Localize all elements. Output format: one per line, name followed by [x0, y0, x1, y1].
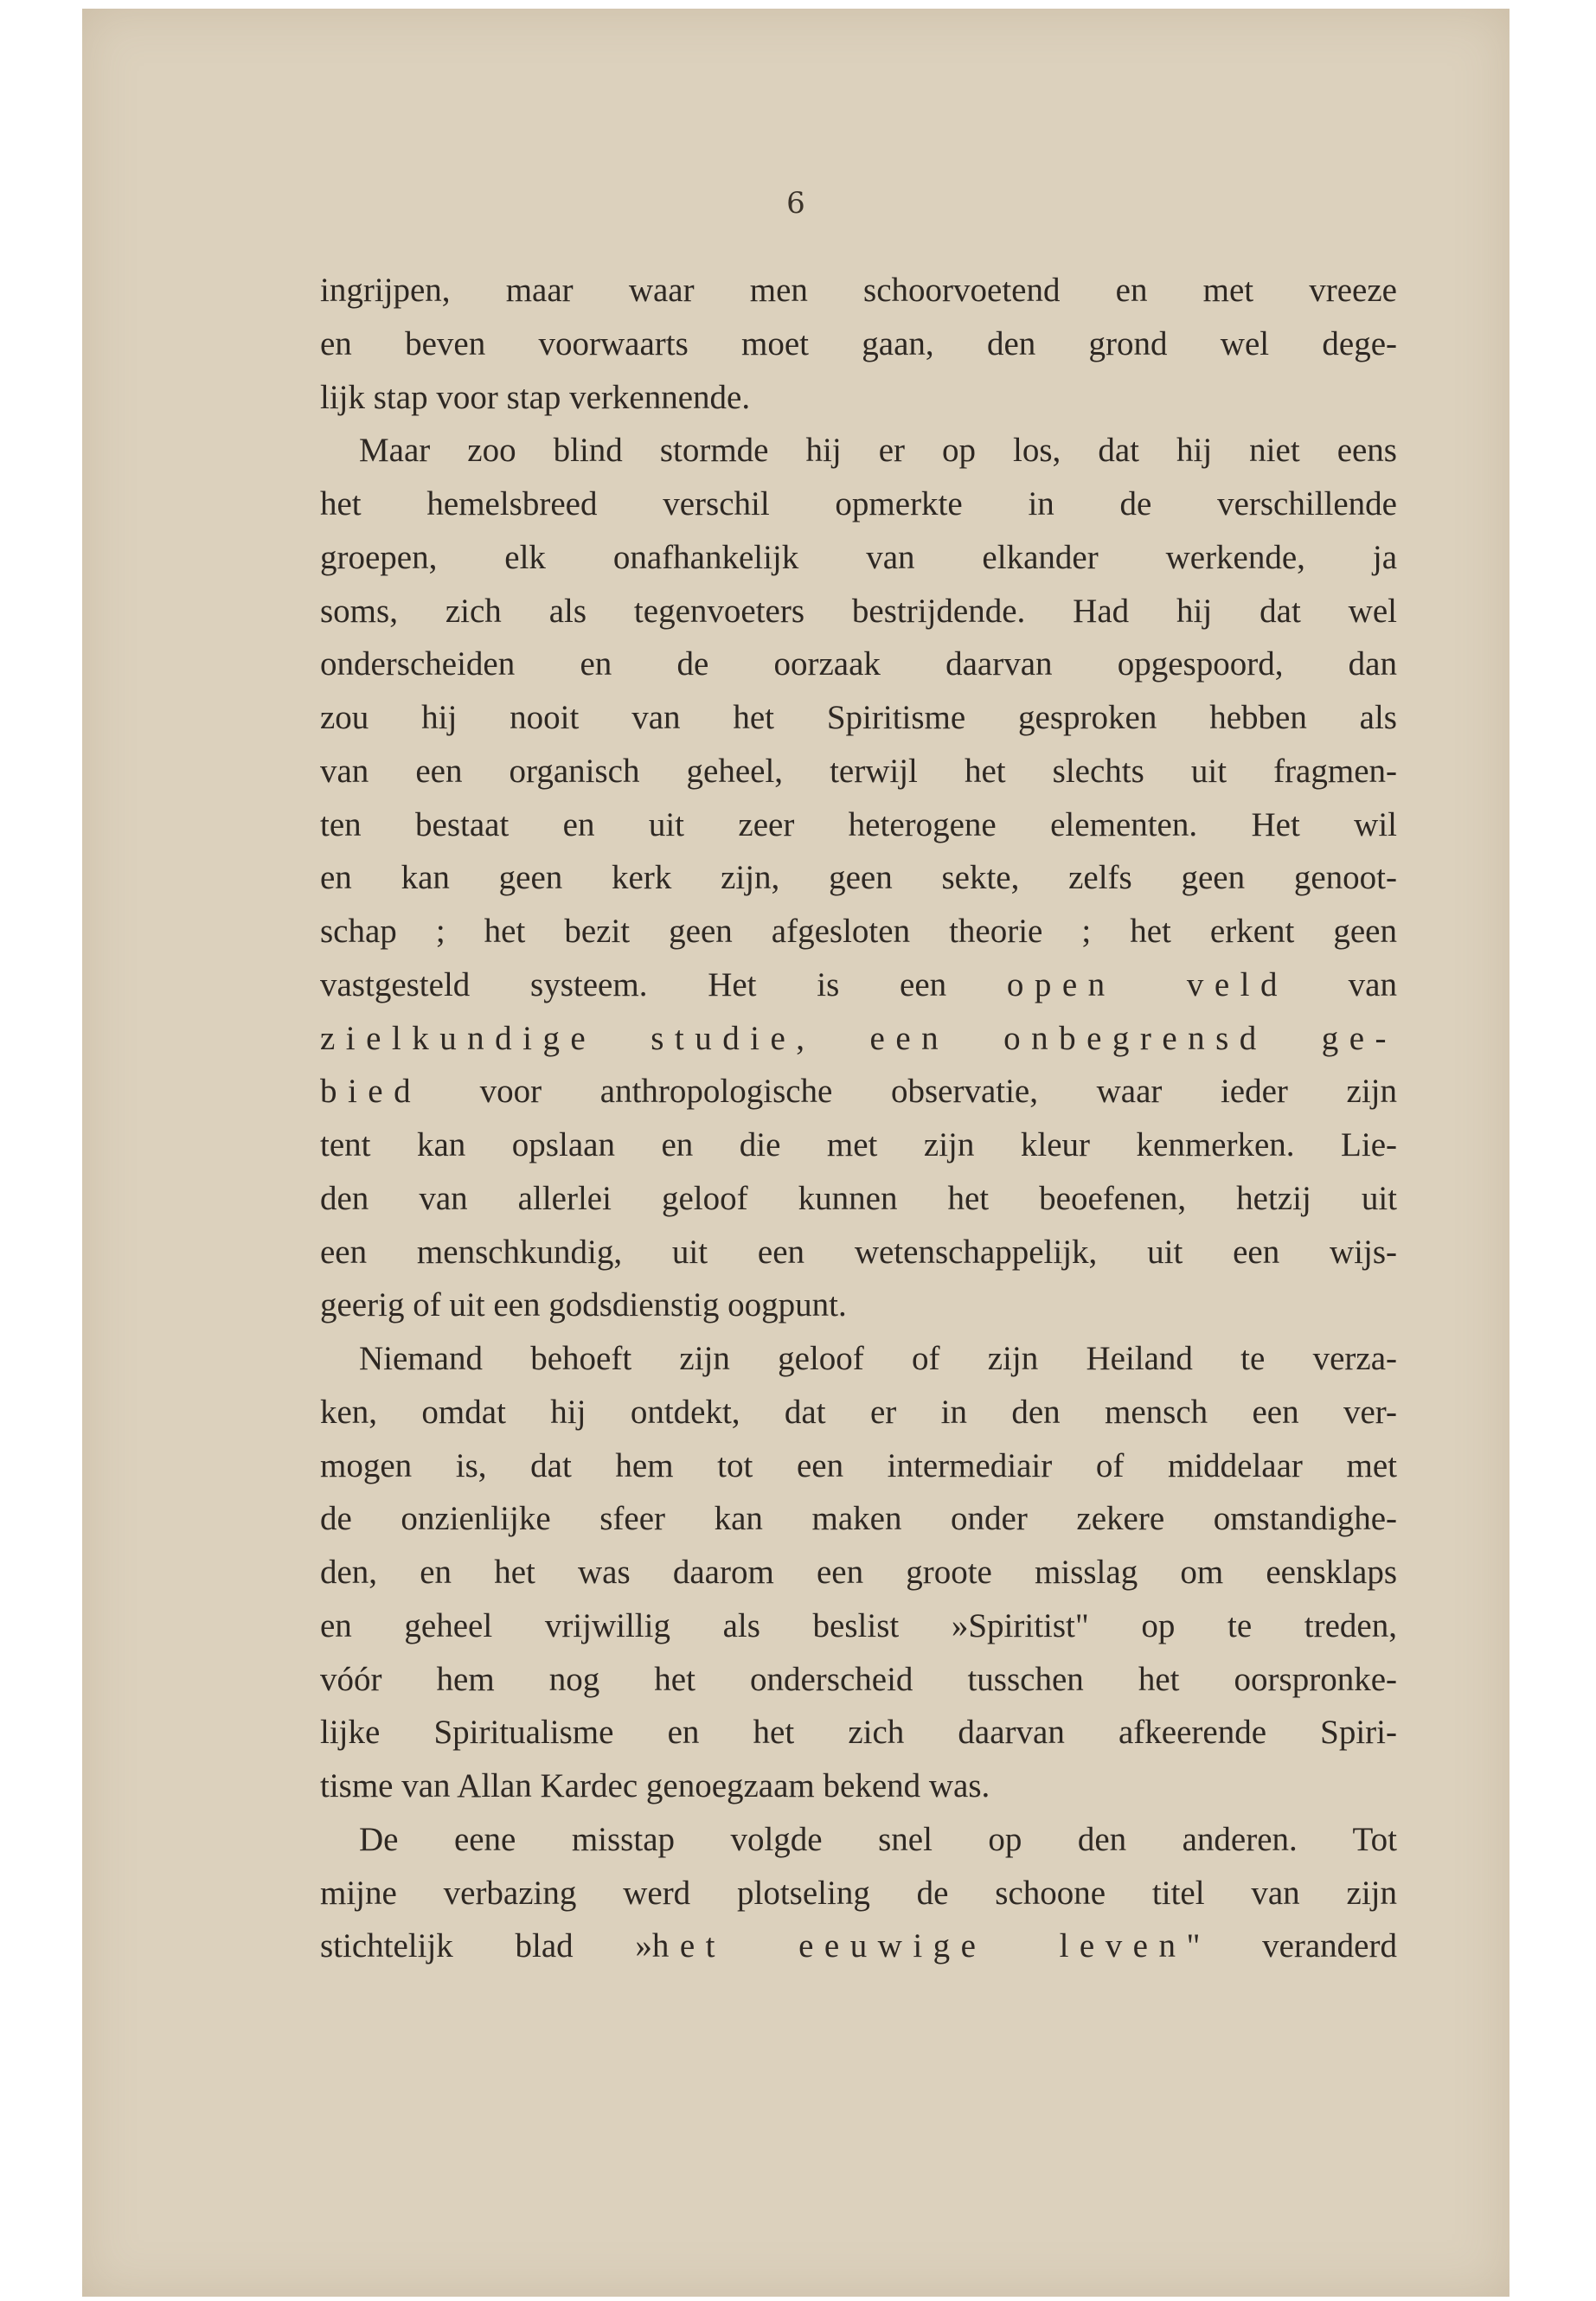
text-line: schap ; het bezit geen afgesloten theorie ; het erkent geen [320, 913, 1397, 950]
spaced-emphasis: zielkundige studie, een onbegrensd ge- [320, 1019, 1397, 1057]
text-line: stichtelijk blad »het eeuwige leven" veranderd [320, 1927, 1397, 1965]
text-line: soms, zich als tegenvoeters bestrijdende. Had hij dat wel [320, 592, 1397, 630]
text-line: Maar zoo blind stormde hij er op los, dat hij niet eens [359, 432, 1397, 470]
body-text [320, 264, 1397, 1973]
text-line: tisme van Allan Kardec genoegzaam bekend was. [320, 1767, 990, 1804]
text-line: vastgesteld systeem. Het is een open veld van [320, 965, 1397, 1003]
text-line: onderscheiden en de oorzaak daarvan opgespoord, dan [320, 645, 1397, 683]
text-line: mogen is, dat hem tot een intermediair of middelaar met [320, 1446, 1397, 1484]
text-line: ingrijpen, maar waar men schoorvoetend en met vreeze [320, 272, 1397, 309]
text-line: een menschkundig, uit een wetenschappelijk, uit een wijs- [320, 1233, 1397, 1271]
text-line: zou hij nooit van het Spiritisme gesproken hebben als [320, 699, 1397, 736]
text-line: vóór hem nog het onderscheid tusschen het oorspronke- [320, 1660, 1397, 1698]
text-line: den, en het was daarom een groote misslag om eensklaps [320, 1554, 1397, 1591]
spaced-emphasis: bied [320, 1073, 422, 1111]
text-line: en geheel vrijwillig als beslist »Spiritist" op te treden, [320, 1606, 1397, 1644]
text-line: van een organisch geheel, terwijl het slechts uit fragmen- [320, 752, 1397, 790]
text-line: lijk stap voor stap verkennende. [320, 378, 751, 416]
spaced-emphasis: open veld [1006, 965, 1288, 1003]
text-line: en beven voorwaarts moet gaan, den grond wel dege- [320, 324, 1397, 362]
text-line [320, 1012, 1397, 1066]
text-line: tent kan opslaan en die met zijn kleur kenmerken. Lie- [320, 1126, 1397, 1163]
text-line: lijke Spiritualisme en het zich daarvan afkeerende Spiri- [320, 1714, 1397, 1752]
text-line: De eene misstap volgde snel op den anderen. Tot [359, 1820, 1397, 1858]
book-page [82, 9, 1509, 2297]
text-line: bied voor anthropologische observatie, waar ieder zijn [320, 1073, 1397, 1111]
page-number: 6 [786, 186, 805, 221]
text-line: Niemand behoeft zijn geloof of zijn Heiland te verza- [359, 1340, 1397, 1377]
text-line: mijne verbazing werd plotseling de schoone titel van zijn [320, 1874, 1397, 1912]
text-line: ten bestaat en uit zeer heterogene elementen. Het wil [320, 805, 1397, 843]
text-line: den van allerlei geloof kunnen het beoefenen, hetzij uit [320, 1179, 1397, 1217]
text-line: en kan geen kerk zijn, geen sekte, zelfs geen genoot- [320, 859, 1397, 897]
spaced-emphasis: het eeuwige leven [651, 1927, 1187, 1965]
text-line: de onzienlijke sfeer kan maken onder zekere omstandighe- [320, 1500, 1397, 1538]
text-line: geerig of uit een godsdienstig oogpunt. [320, 1286, 847, 1324]
text-line: groepen, elk onafhankelijk van elkander werkende, ja [320, 538, 1397, 576]
text-line: ken, omdat hij ontdekt, dat er in den mensch een ver- [320, 1393, 1397, 1431]
text-line: het hemelsbreed verschil opmerkte in de verschillende [320, 485, 1397, 522]
